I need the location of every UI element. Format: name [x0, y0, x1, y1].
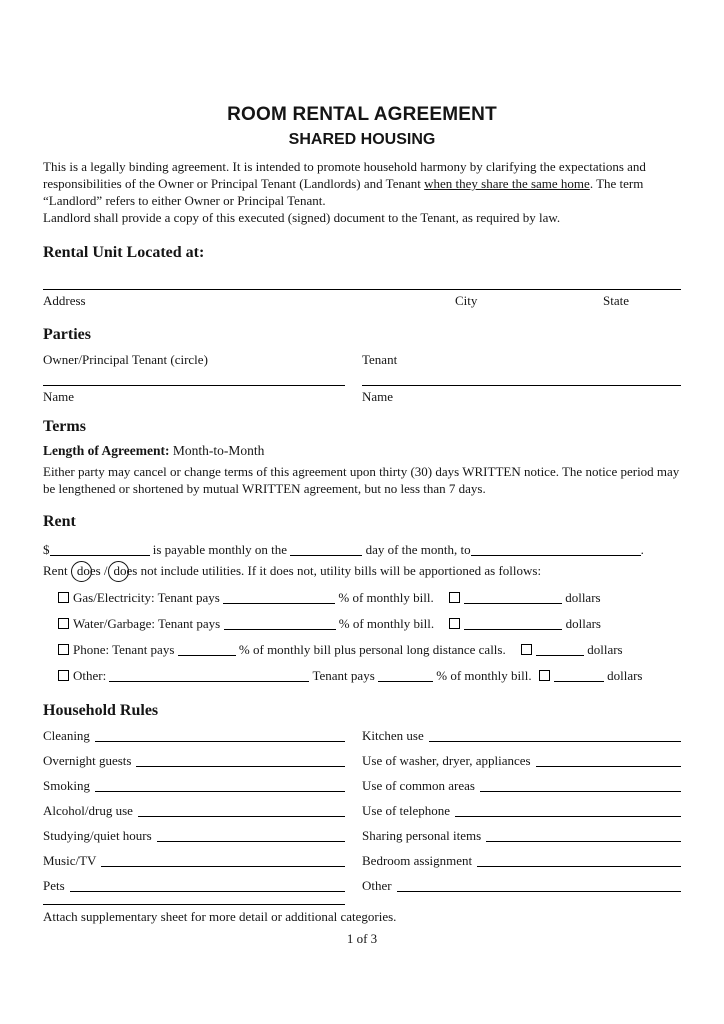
gas-dollars-blank[interactable] [464, 592, 562, 604]
section-heading-rental-unit: Rental Unit Located at: [43, 244, 205, 261]
phone-dollars-blank[interactable] [536, 644, 584, 656]
water-dollars-checkbox[interactable] [449, 618, 460, 629]
underlined-phrase: when they share the same home [424, 176, 590, 191]
rule-value-blank[interactable] [95, 791, 345, 792]
rule-label: Music/TV [43, 853, 97, 868]
phone-percent-text: % of monthly bill plus personal long distance calls. [238, 642, 506, 657]
rent-payee-blank[interactable] [471, 544, 641, 556]
other-dollars-blank[interactable] [554, 670, 604, 682]
gas-percent-blank[interactable] [223, 592, 335, 604]
utility-row-gas [43, 589, 681, 606]
utility-row-water [43, 615, 681, 632]
water-dollars-label: dollars [565, 616, 601, 631]
rule-label: Other [362, 878, 392, 893]
intro-text-1: This is a legally binding agreement. It is intended to promote household harmony by clarifying the expectations and responsibilities of the Owner or Principal Tenant (Landlords) and Tenant [43, 159, 646, 191]
rule-item-overnight-guests [43, 752, 345, 777]
rule-value-blank[interactable] [397, 891, 681, 892]
rule-item-other [362, 877, 681, 902]
tenant-name-blank[interactable] [362, 385, 681, 386]
tenant-name-label: Name [362, 389, 394, 404]
rule-item-music-tv [43, 852, 345, 877]
rule-item-bedroom-assignment [362, 852, 681, 877]
length-of-agreement-label: Length of Agreement: [43, 443, 170, 458]
rule-value-blank[interactable] [477, 866, 681, 867]
intro-paragraph [43, 158, 681, 209]
utility-row-phone [43, 641, 681, 658]
household-rules-grid [43, 727, 681, 902]
parties-labels-row [43, 351, 681, 368]
does-option[interactable]: does [76, 563, 101, 578]
dollar-sign-label: $ [43, 542, 50, 557]
does-not-option[interactable]: does not [113, 563, 158, 578]
rule-item-alcohol-drug-use [43, 802, 345, 827]
rent-payable-text-2: day of the month, to [365, 542, 471, 557]
extra-category-blank[interactable] [43, 904, 345, 905]
address-line-blank[interactable] [43, 289, 681, 290]
phone-label: Phone: Tenant pays [73, 642, 175, 657]
owner-name-blank[interactable] [43, 385, 345, 386]
water-percent-blank[interactable] [224, 618, 336, 630]
water-percent-text: % of monthly bill. [338, 616, 435, 631]
rule-label: Studying/quiet hours [43, 828, 152, 843]
address-labels-row [43, 292, 681, 309]
utility-row-other [43, 667, 681, 684]
address-label: Address [43, 293, 86, 308]
other-description-blank[interactable] [109, 670, 309, 682]
rule-value-blank[interactable] [136, 766, 345, 767]
rule-value-blank[interactable] [157, 841, 345, 842]
rule-value-blank[interactable] [486, 841, 681, 842]
gas-dollars-checkbox[interactable] [449, 592, 460, 603]
rule-label: Bedroom assignment [362, 853, 473, 868]
rule-label: Use of telephone [362, 803, 451, 818]
supplementary-note: Attach supplementary sheet for more detail or additional categories. [43, 909, 397, 924]
other-tenant-pays-text: Tenant pays [312, 668, 375, 683]
rule-label: Overnight guests [43, 753, 132, 768]
rule-item-washer-dryer [362, 752, 681, 777]
gas-checkbox[interactable] [58, 592, 69, 603]
rule-value-blank[interactable] [455, 816, 681, 817]
owner-principal-tenant-label: Owner/Principal Tenant (circle) [43, 352, 208, 367]
rule-item-telephone [362, 802, 681, 827]
page-number: 1 of 3 [346, 931, 378, 946]
gas-percent-text: % of monthly bill. [338, 590, 434, 605]
phone-dollars-label: dollars [587, 642, 623, 657]
other-label: Other: [73, 668, 107, 683]
other-dollars-label: dollars [607, 668, 643, 683]
rule-item-sharing-personal-items [362, 827, 681, 852]
rule-label: Use of washer, dryer, appliances [362, 753, 531, 768]
other-percent-text: % of monthly bill. [436, 668, 532, 683]
phone-percent-blank[interactable] [178, 644, 236, 656]
rule-value-blank[interactable] [70, 891, 345, 892]
rule-value-blank[interactable] [138, 816, 345, 817]
other-checkbox[interactable] [58, 670, 69, 681]
rule-value-blank[interactable] [95, 741, 345, 742]
section-heading-household-rules: Household Rules [43, 702, 159, 719]
parties-name-labels-row [43, 388, 681, 405]
utilities-text: include utilities. If it does not, utility bills will be apportioned as follows: [160, 563, 542, 578]
rule-label: Alcohol/drug use [43, 803, 133, 818]
section-heading-parties: Parties [43, 326, 91, 343]
slash-label: / [103, 563, 108, 578]
water-dollars-blank[interactable] [464, 618, 562, 630]
gas-dollars-label: dollars [565, 590, 601, 605]
rule-item-studying-quiet-hours [43, 827, 345, 852]
owner-name-label: Name [43, 389, 75, 404]
rule-item-pets [43, 877, 345, 902]
other-dollars-checkbox[interactable] [539, 670, 550, 681]
intro-text-2: . The term “Landlord” refers to either Owner or Principal Tenant. [43, 176, 644, 208]
rent-utilities-line [43, 562, 681, 579]
rule-item-common-areas [362, 777, 681, 802]
terms-paragraph: Either party may cancel or change terms of this agreement upon thirty (30) days WRITTEN notice. The notice period may be lengthened or shortened by mutual WRITTEN agreement, but no less than 7 days. [43, 464, 680, 496]
rule-label: Sharing personal items [362, 828, 482, 843]
phone-dollars-checkbox[interactable] [521, 644, 532, 655]
phone-checkbox[interactable] [58, 644, 69, 655]
rule-value-blank[interactable] [429, 741, 681, 742]
rent-payable-text-1: is payable monthly on the [152, 542, 288, 557]
tenant-label: Tenant [362, 352, 398, 367]
city-label: City [455, 293, 478, 308]
rent-payable-line [43, 541, 681, 558]
rent-word: Rent [43, 563, 68, 578]
section-heading-rent: Rent [43, 513, 76, 530]
other-percent-blank[interactable] [378, 670, 433, 682]
parties-lines-row [43, 385, 681, 386]
rule-label: Smoking [43, 778, 90, 793]
length-of-agreement-row [43, 442, 681, 459]
document-title: ROOM RENTAL AGREEMENT [227, 104, 497, 125]
rule-label: Kitchen use [362, 728, 424, 743]
gas-label: Gas/Electricity: Tenant pays [73, 590, 220, 605]
water-label: Water/Garbage: Tenant pays [73, 616, 221, 631]
rule-value-blank[interactable] [480, 791, 681, 792]
rule-label: Pets [43, 878, 65, 893]
water-checkbox[interactable] [58, 618, 69, 629]
rule-label: Use of common areas [362, 778, 475, 793]
law-notice: Landlord shall provide a copy of this executed (signed) document to the Tenant, as required by law. [43, 210, 561, 225]
rule-value-blank[interactable] [101, 866, 345, 867]
state-label: State [603, 293, 629, 308]
period-label: . [640, 542, 644, 557]
rent-amount-blank[interactable] [50, 544, 150, 556]
rule-label: Cleaning [43, 728, 90, 743]
document-subtitle: SHARED HOUSING [288, 131, 436, 148]
rule-item-cleaning [43, 727, 345, 752]
rule-item-smoking [43, 777, 345, 802]
rent-day-blank[interactable] [290, 544, 362, 556]
section-heading-terms: Terms [43, 418, 86, 435]
length-of-agreement-value: Month-to-Month [172, 443, 265, 458]
rule-item-kitchen-use [362, 727, 681, 752]
rule-value-blank[interactable] [536, 766, 681, 767]
